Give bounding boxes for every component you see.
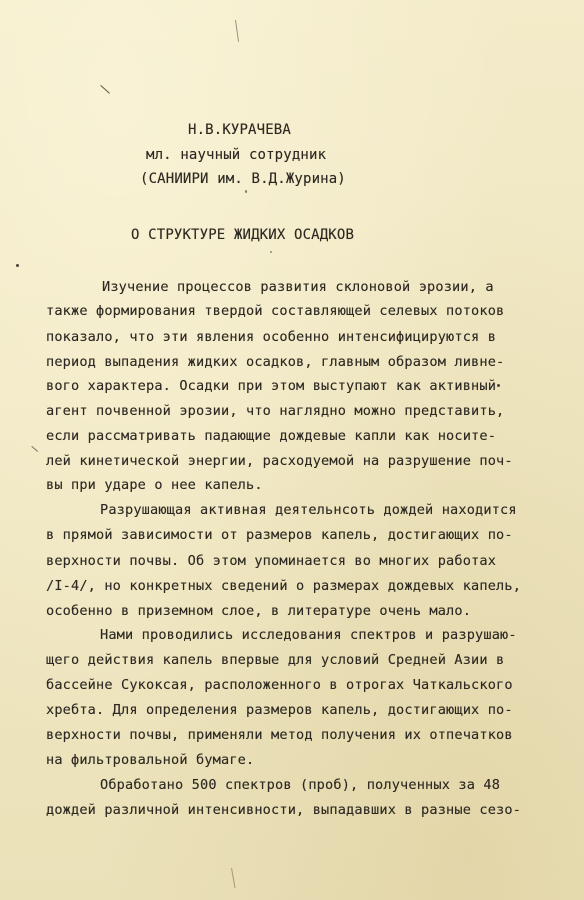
body-line: период выпадения жидких осадков, главным образом ливне- [46, 354, 505, 370]
body-line: /I-4/, но конкретных сведений о размерах дождевых капель, [46, 578, 522, 594]
body-line: верхности почвы, применяли метод получения их отпечатков [46, 727, 513, 743]
body-line: лей кинетической энергии, расходуемой на разрушение поч- [46, 453, 513, 469]
body-line: вого характера. Осадки при этом выступают как активный [46, 378, 497, 394]
body-line: агент почвенной эрозии, что наглядно можно представить, [46, 403, 505, 419]
paper-speck [270, 251, 272, 253]
author-affiliation: (САНИИРИ им. В.Д.Журина) [140, 171, 346, 187]
body-line: Нами проводились исследования спектров и разрушаю- [100, 627, 517, 643]
body-line: хребта. Для определения размеров капель, достигающих по- [46, 702, 513, 718]
paper-mark [235, 20, 239, 42]
body-line: если рассматривать падающие дождевые капли как носите- [46, 428, 497, 444]
body-line: дождей различной интенсивности, выпадавших в разные сезо- [46, 802, 522, 818]
body-line: Разрушающая активная деятельнсоть дождей находится [100, 502, 517, 518]
body-line: на фильтровальной бумаге. [46, 752, 255, 768]
body-line: в прямой зависимости от размеров капель, достигающих по- [46, 527, 513, 543]
paper-mark [31, 446, 38, 452]
author-position: мл. научный сотрудник [146, 147, 327, 163]
body-line: также формирования твердой составляющей селевых потоков [46, 303, 505, 319]
body-line: бассейне Сукоксая, расположенного в отрогах Чаткальского [46, 677, 513, 693]
author-name: Н.В.КУРАЧЕВА [188, 122, 291, 138]
paper-mark [100, 85, 110, 94]
body-line: щего действия капель впервые для условий Средней Азии в [46, 652, 505, 668]
body-line: Обработано 500 спектров (проб), полученных за 48 [100, 777, 501, 793]
paper-speck [16, 264, 19, 267]
paper-speck [245, 190, 247, 193]
document-title: О СТРУКТУРЕ ЖИДКИХ ОСАДКОВ [131, 227, 355, 243]
body-line: верхности почвы. Об этом упоминается во многих работах [46, 553, 497, 569]
body-line: особенно в приземном слое, в литературе очень мало. [46, 603, 472, 619]
body-line: Изучение процессов развития склоновой эрозии, а [102, 279, 494, 295]
body-line: вы при ударе о нее капель. [46, 477, 263, 493]
paper-mark [231, 868, 235, 888]
paper-speck [497, 384, 500, 387]
body-line: показало, что эти явления особенно интенсифицируются в [46, 329, 497, 345]
